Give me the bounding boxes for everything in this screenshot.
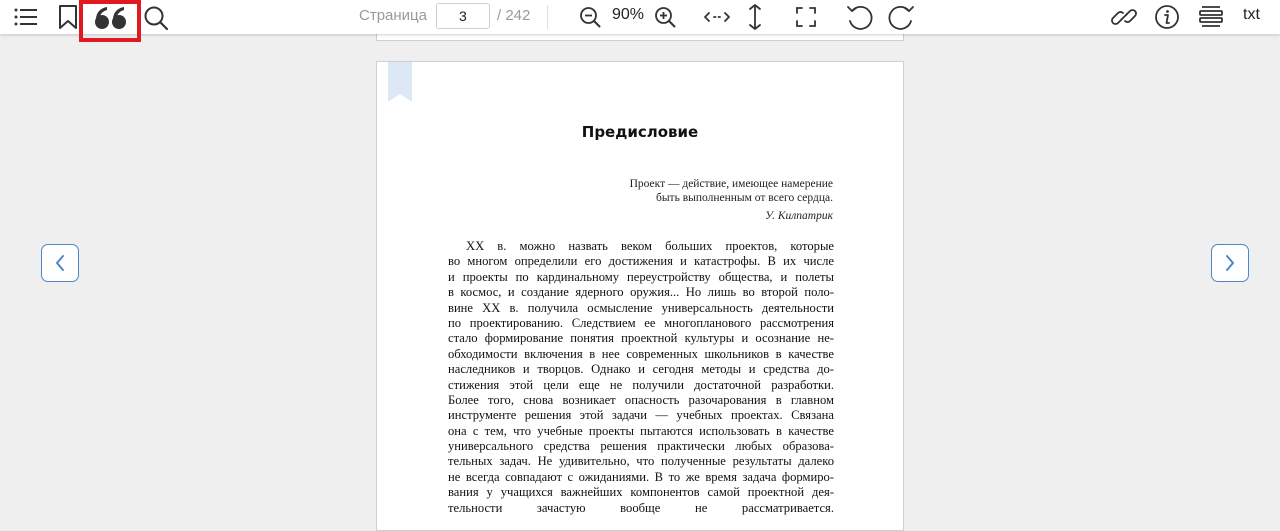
text-line: во многом определили его достижения и катастрофы. В их числе — [448, 254, 834, 269]
page-label: Страница — [359, 7, 427, 24]
body-text — [448, 239, 834, 516]
zoom-in-icon[interactable] — [653, 5, 677, 29]
chapter-title: Предисловие — [581, 123, 699, 141]
text-line: обходимости включения в нее современных школьников в качестве — [448, 346, 834, 361]
quote-highlight-box — [79, 0, 141, 42]
text-line: она с тем, что учебные проекты пытаются использовать в качестве — [448, 423, 834, 438]
txt-button[interactable]: txt — [1243, 6, 1260, 23]
page-number-input[interactable] — [436, 3, 490, 29]
bookmark-ribbon-icon[interactable] — [388, 62, 412, 107]
info-icon[interactable] — [1154, 4, 1180, 30]
chevron-right-icon — [1223, 253, 1237, 273]
text-line: в космос, и создание ядерного оружия... Но лишь во второй поло- — [448, 285, 834, 300]
epigraph — [630, 177, 833, 223]
text-line: и проекты по кардинальному переустройству общества, и полеты — [448, 269, 834, 284]
text-line: наследников и творцов. Однако и сегодня методы и средства до- — [448, 362, 834, 377]
epigraph-author: У. Килпатрик — [765, 210, 833, 222]
fullscreen-icon[interactable] — [794, 5, 818, 29]
rotate-left-icon[interactable] — [845, 3, 875, 31]
epigraph-line: Проект — действие, имеющее намерение — [629, 178, 833, 190]
prev-page-button[interactable] — [41, 244, 79, 282]
epigraph-line: быть выполненным от всего сердца. — [655, 192, 833, 204]
toolbar-divider — [547, 5, 548, 29]
text-line: вине XX в. получила осмысление универсальность деятельности — [448, 300, 834, 315]
chevron-left-icon — [53, 253, 67, 273]
text-line: не всегда совпадают с ожиданиями. В то же время задача формиро- — [448, 469, 834, 484]
text-line: XX в. можно назвать веком больших проектов, которые — [466, 239, 834, 253]
fit-width-icon[interactable] — [703, 7, 731, 27]
text-line: тельных задач. Не удивительно, что полученные результаты далеко — [448, 454, 834, 469]
zoom-level: 90% — [612, 6, 645, 23]
book-page — [376, 61, 904, 531]
link-icon[interactable] — [1111, 4, 1137, 30]
text-line: универсального средства решения практически любых образова- — [448, 439, 834, 454]
zoom-out-icon[interactable] — [578, 5, 602, 29]
text-line: вания у учащихся важнейших компонентов самой проектной дея- — [448, 485, 834, 500]
bookmark-icon[interactable] — [56, 4, 80, 30]
layers-icon[interactable] — [1197, 4, 1225, 30]
text-line: Более того, снова возникает опасность разочарования в главном — [448, 392, 834, 407]
text-line: инструменте решения этой задачи — учебных проектах. Связана — [448, 408, 834, 423]
menu-icon[interactable] — [13, 5, 39, 29]
text-line: по проектированию. Следствием ее многопланового рассмотрения — [448, 315, 834, 330]
toolbar — [0, 0, 1280, 34]
text-line: тельности зачастую вообще не рассматривается. — [448, 500, 834, 515]
page-total: / 242 — [497, 7, 531, 24]
text-line: стало формирование понятия проектной культуры и осознание не- — [448, 331, 834, 346]
fit-height-icon[interactable] — [745, 3, 765, 31]
text-line: стижения этой цели еще не получили достаточной разработки. — [448, 377, 834, 392]
rotate-right-icon[interactable] — [886, 3, 916, 31]
search-icon[interactable] — [142, 4, 170, 32]
next-page-button[interactable] — [1211, 244, 1249, 282]
previous-page-edge — [376, 34, 904, 41]
